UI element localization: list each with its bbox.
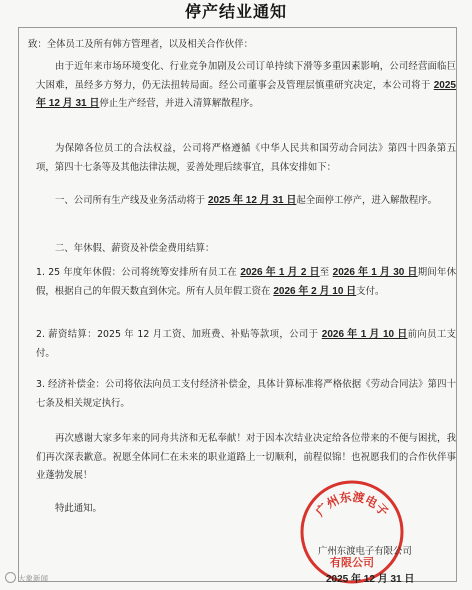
- item-1-before: 一、公司所有生产线及业务活动将于: [55, 195, 208, 206]
- item-2-heading: 二、年休假、薪资及补偿金费用结算：: [55, 243, 215, 254]
- item-2-1-mid: 至: [319, 267, 333, 278]
- item-2-1-before: 公司将统筹安排所有员工在: [121, 267, 241, 278]
- item-2-2-before: 2025 年 12 月工资、加班费、补贴等款项，公司于: [97, 329, 322, 340]
- intro-text-after: 停止生产经营，并进入清算解散程序。: [99, 98, 259, 109]
- thanks-paragraph: 再次感谢大家多年来的同舟共济和无私奉献！对于因本次结业决定给各位带来的不便与困扰，我们再次深表歉意。祝愿全体同仁在未来的职业道路上一切顺利，前程似锦！也祝愿我们的合作伙伴事业蓬勃发展！: [36, 433, 456, 481]
- closing-line: 特此通知。: [55, 503, 102, 514]
- watermark-text: 大象新闻: [18, 574, 48, 583]
- item-2-1-to: 2026 年 1 月 30 日: [332, 267, 418, 278]
- intro-paragraph: [36, 58, 456, 114]
- item-2-2-label: 2. 薪资结算：: [36, 329, 98, 340]
- item-2-1-end: 支付。: [356, 285, 385, 297]
- item-2-3: [36, 376, 456, 413]
- item-2-2: [36, 326, 456, 363]
- item-2-3-label: 3. 经济补偿金：: [36, 379, 105, 390]
- item-2-1-after: 期间年休假，根据自己的年假天数直到休完。所有人员年假工资在: [36, 267, 457, 297]
- date-line: [326, 570, 414, 585]
- rights-paragraph: 为保障各位员工的合法权益，公司将严格遵循《中华人民共和国劳动合同法》第四十四条第五项，第四十七条等及其他法律法规，妥善处理后续事宜，具体安排如下：: [36, 143, 456, 173]
- salutation: 致：全体员工及所有韩方管理者，以及相关合作伙伴：: [28, 39, 254, 50]
- date-line-text: 2025 年 12 月 31 日: [326, 574, 415, 585]
- item-2-2-date: 2026 年 1 月 10 日: [321, 329, 408, 340]
- item-1: [36, 192, 456, 211]
- signature: 广州东渡电子有限公司: [318, 546, 412, 557]
- item-2-1-from: 2026 年 1 月 2 日: [240, 267, 320, 278]
- item-2-1-pay-date: 2026 年 2 月 10 日: [273, 285, 357, 297]
- item-2-2-after: 前向员工支付。: [36, 329, 456, 359]
- watermark: [5, 572, 48, 584]
- page-title: 停产结业通知: [184, 2, 287, 21]
- item-2-1-label: 1. 25 年度年休假：: [36, 267, 122, 278]
- item-2-1: [36, 264, 456, 301]
- title-bar: [0, 0, 472, 24]
- item-2-3-text: 公司将依法向员工支付经济补偿金，具体计算标准将严格依据《劳动合同法》第四十七条及相关规定执行。: [36, 379, 456, 409]
- item-1-after: 起全面停工停产，进入解散程序。: [296, 195, 438, 206]
- seal-text-top: 广州东渡电子: [312, 489, 392, 520]
- seal-text-bottom: 有限公司: [330, 556, 374, 569]
- item-1-date: 2025 年 12 月 31 日: [207, 195, 297, 206]
- intro-text-before: 由于近年来市场环境变化、行业竞争加剧及公司订单持续下滑等多重因素影响，公司经营面临巨大困难，虽经多方努力，仍无法扭转局面。经公司董事会及管理层慎重研究决定，本公司将于: [36, 61, 456, 91]
- intro-stop-date: 2025 年 12 月 31 日: [36, 79, 456, 109]
- watermark-icon: [5, 572, 16, 583]
